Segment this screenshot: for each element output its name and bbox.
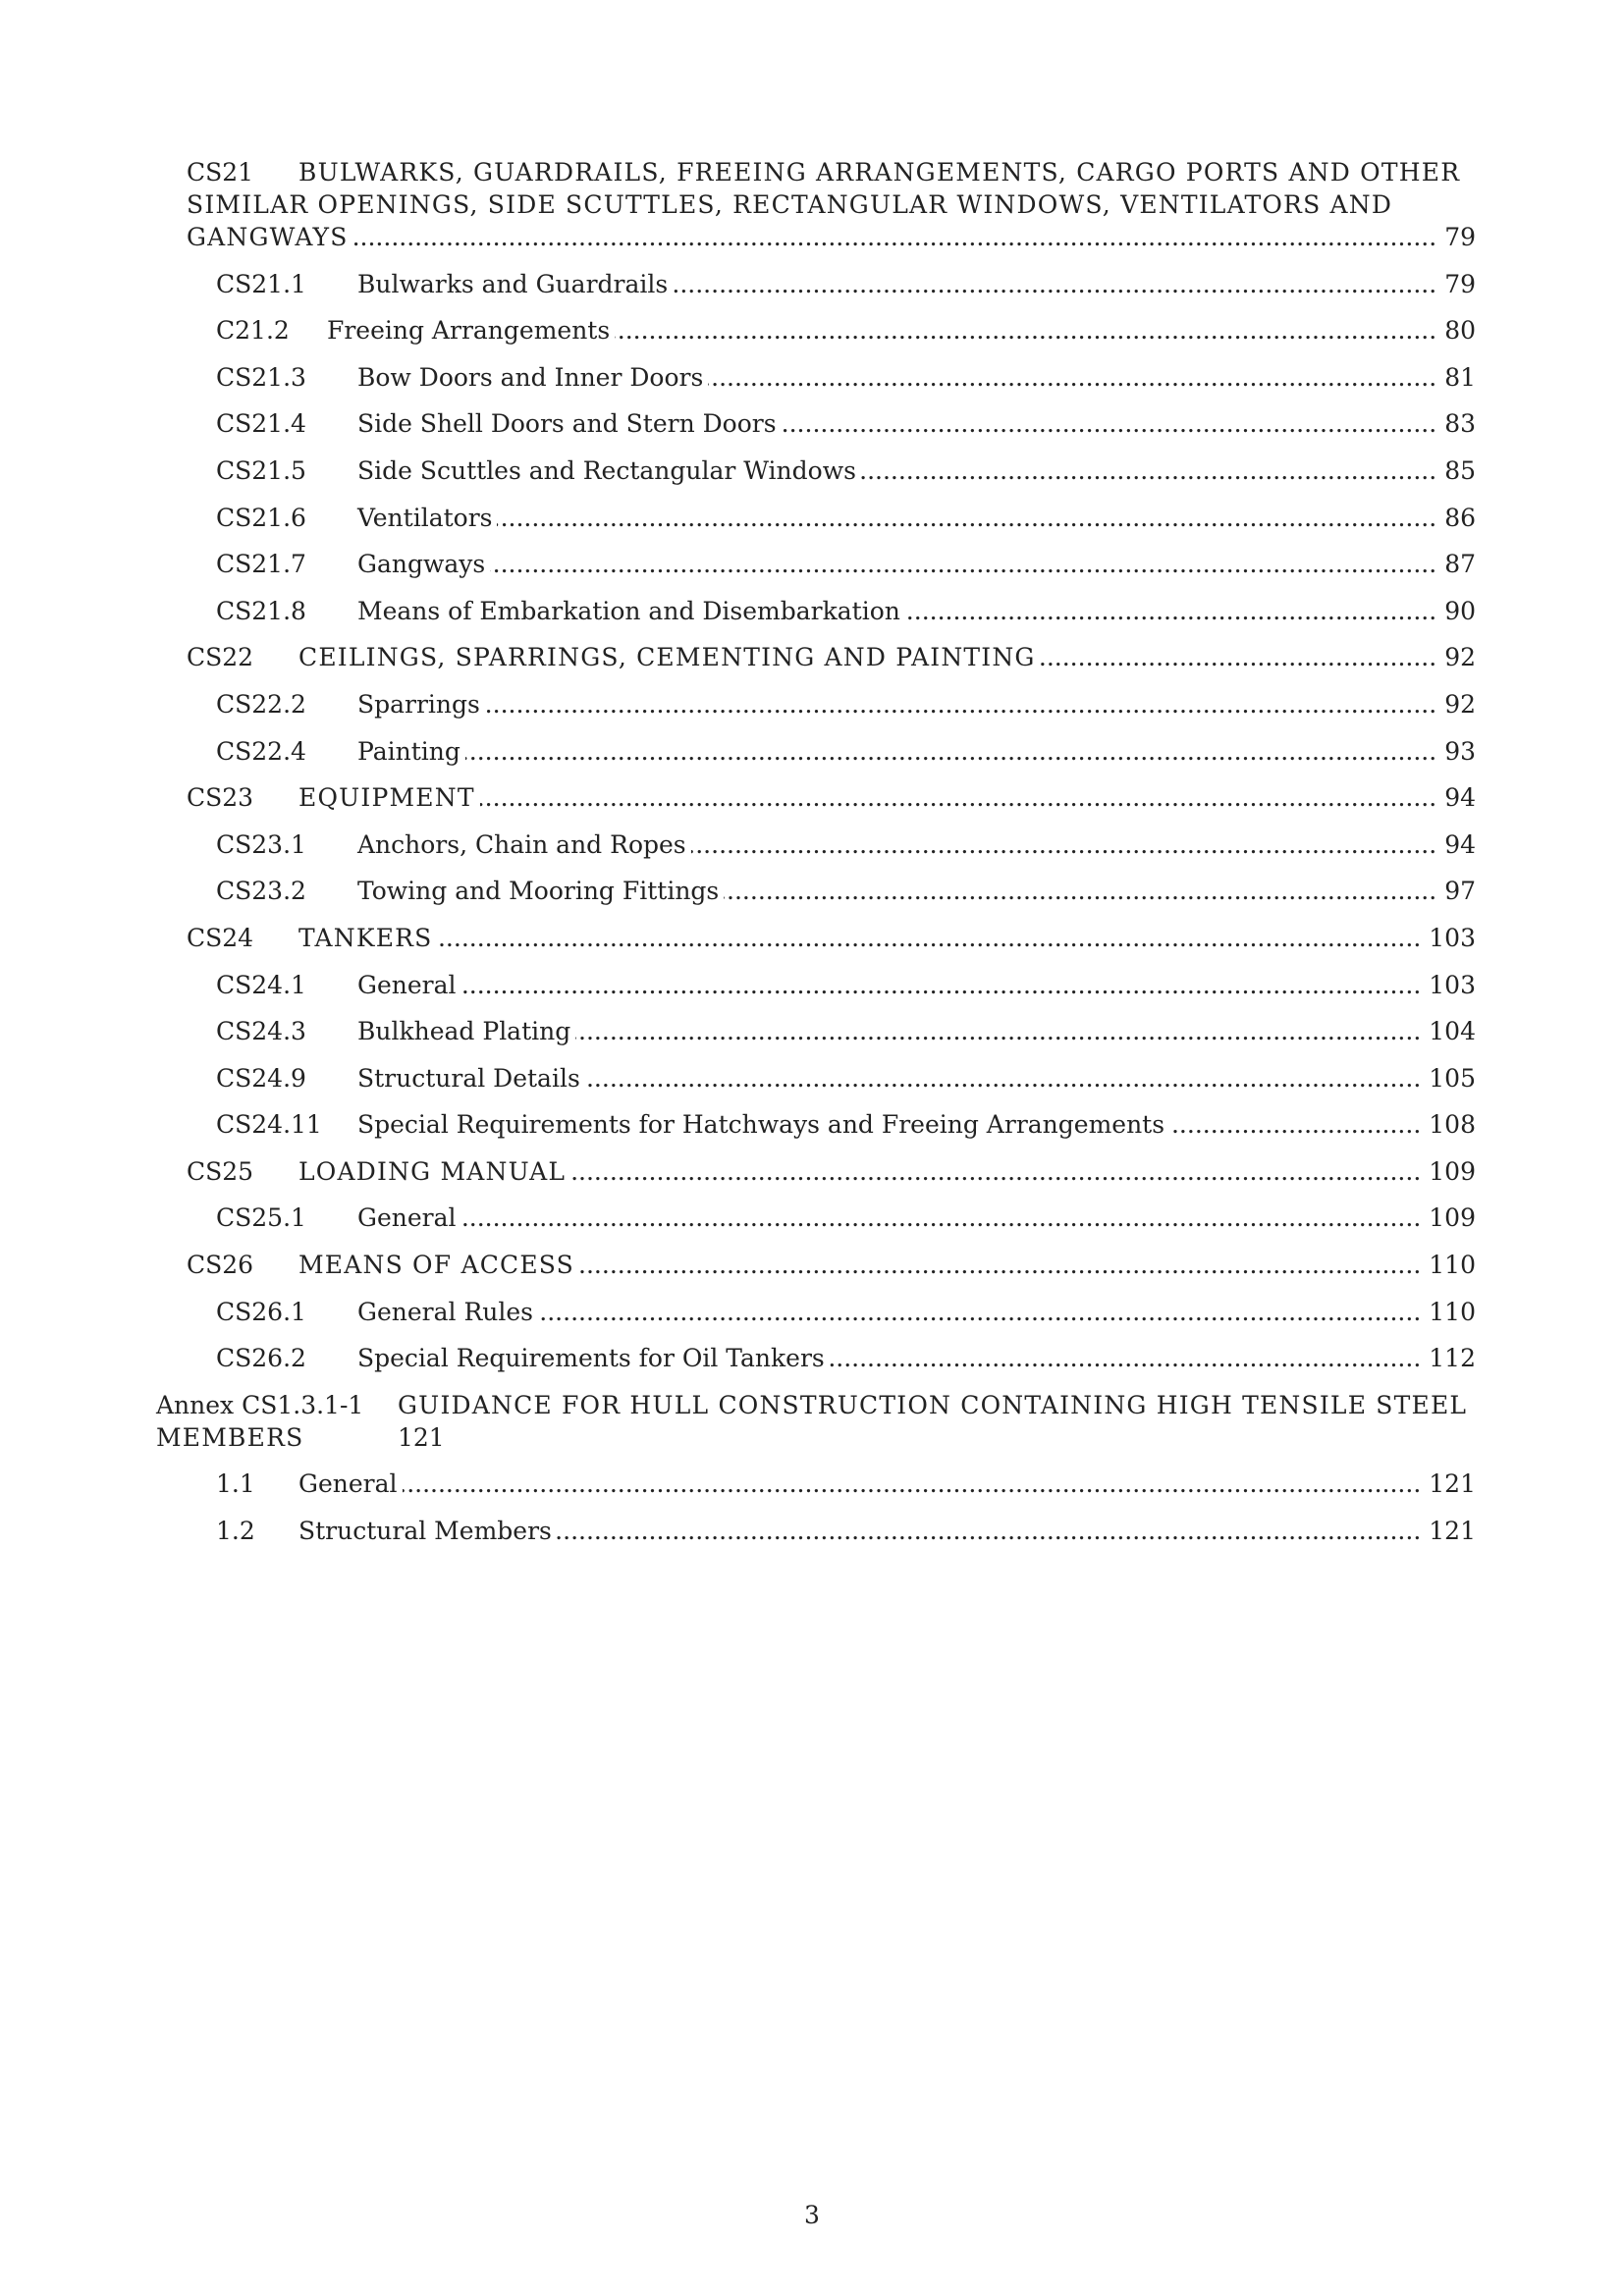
page-ref: 90 — [1444, 596, 1476, 625]
leader-dots — [861, 454, 1436, 487]
toc-line — [0, 641, 1476, 673]
section-title: MEANS OF ACCESS — [298, 1251, 575, 1280]
leader-dots — [570, 1155, 1421, 1188]
leader-dots — [724, 875, 1436, 907]
toc-line — [0, 1342, 1476, 1374]
toc-line — [0, 188, 1476, 221]
section-number: CS25 — [187, 1156, 254, 1186]
section-number: CS26.2 — [216, 1344, 306, 1373]
section-title: Side Shell Doors and Stern Doors — [357, 409, 777, 439]
section-number: CS22.2 — [216, 689, 306, 719]
section-number: CS26 — [187, 1251, 254, 1280]
section-title: CEILINGS, SPARRINGS, CEMENTING AND PAINTING — [298, 643, 1036, 672]
toc-line — [0, 361, 1476, 394]
page-ref: 121 — [398, 1422, 445, 1452]
section-number: CS24.11 — [216, 1110, 322, 1140]
table-of-contents — [0, 156, 1476, 1547]
section-title: Structural Details — [357, 1063, 580, 1093]
section-number: CS23 — [187, 783, 254, 813]
section-title: Ventilators — [357, 503, 493, 532]
section-title-continued: GANGWAYS — [187, 223, 349, 251]
toc-entry-1-2 — [0, 1515, 1476, 1547]
section-number: CS22 — [187, 643, 254, 672]
page-ref: 79 — [1444, 269, 1476, 298]
section-number: CS21.8 — [216, 596, 306, 625]
section-number: CS21.7 — [216, 550, 306, 579]
section-title: Side Scuttles and Rectangular Windows — [357, 455, 856, 485]
toc-entry-cs24-9 — [0, 1062, 1476, 1095]
section-title: Painting — [357, 736, 460, 766]
toc-line — [0, 595, 1476, 627]
leader-dots — [691, 828, 1437, 861]
section-title-continued: SIMILAR OPENINGS, SIDE SCUTTLES, RECTANGULAR WINDOWS, VENTILATORS AND — [187, 190, 1393, 219]
toc-entry-cs24-11 — [0, 1108, 1476, 1141]
leader-dots — [461, 969, 1422, 1001]
page-ref: 110 — [1429, 1251, 1476, 1280]
page-ref: 103 — [1429, 923, 1476, 952]
toc-entry-c21-2 — [0, 314, 1476, 347]
section-number: CS21.1 — [216, 269, 306, 298]
page-ref: 109 — [1429, 1156, 1476, 1186]
page-ref: 121 — [1429, 1469, 1476, 1499]
leader-dots — [480, 781, 1436, 814]
toc-line — [0, 1062, 1476, 1095]
page-ref: 94 — [1444, 783, 1476, 813]
page-ref: 83 — [1444, 409, 1476, 439]
leader-dots — [485, 688, 1436, 721]
section-number: Annex CS1.3.1-1 — [156, 1390, 364, 1419]
section-number: CS24 — [187, 923, 254, 952]
section-number: CS22.4 — [216, 736, 306, 766]
leader-dots — [585, 1062, 1421, 1095]
leader-dots — [708, 361, 1436, 394]
section-number: CS23.2 — [216, 877, 306, 906]
leader-dots — [538, 1296, 1421, 1328]
section-title: EQUIPMENT — [298, 783, 475, 813]
section-title: General Rules — [357, 1297, 534, 1326]
toc-line — [0, 969, 1476, 1001]
toc-entry-cs23 — [0, 781, 1476, 814]
section-title: Special Requirements for Oil Tankers — [357, 1344, 825, 1373]
toc-line — [0, 922, 1476, 954]
leader-dots — [905, 595, 1436, 627]
toc-entry-cs24-3 — [0, 1015, 1476, 1047]
section-number: CS26.1 — [216, 1297, 306, 1326]
section-title: GUIDANCE FOR HULL CONSTRUCTION CONTAINING HIGH TENSILE STEEL — [398, 1390, 1468, 1419]
page-ref: 87 — [1444, 550, 1476, 579]
toc-entry-cs21-7 — [0, 548, 1476, 580]
page-ref: 79 — [1444, 223, 1476, 251]
toc-entry-cs22-4 — [0, 735, 1476, 768]
section-title: Bulkhead Plating — [357, 1017, 571, 1046]
page-ref: 103 — [1429, 970, 1476, 999]
toc-entry-cs21-3 — [0, 361, 1476, 394]
section-title: General — [357, 970, 457, 999]
toc-entry-cs25 — [0, 1155, 1476, 1188]
page-ref: 109 — [1429, 1203, 1476, 1233]
toc-line — [0, 1296, 1476, 1328]
section-title: Towing and Mooring Fittings — [357, 877, 720, 906]
section-number: CS21.5 — [216, 455, 306, 485]
toc-entry-cs21 — [0, 156, 1476, 253]
page-ref: 85 — [1444, 455, 1476, 485]
page-ref: 97 — [1444, 877, 1476, 906]
page-ref: 105 — [1429, 1063, 1476, 1093]
page-ref: 93 — [1444, 736, 1476, 766]
section-number: C21.2 — [216, 316, 290, 346]
section-title: LOADING MANUAL — [298, 1156, 567, 1186]
page-ref: 104 — [1429, 1017, 1476, 1046]
toc-entry-cs22 — [0, 641, 1476, 673]
page-ref: 92 — [1444, 643, 1476, 672]
page-ref: 110 — [1429, 1297, 1476, 1326]
toc-line — [0, 875, 1476, 907]
section-number: CS21 — [187, 158, 254, 187]
toc-entry-1-1 — [0, 1468, 1476, 1500]
section-title-continued: MEMBERS — [156, 1422, 304, 1452]
toc-line — [0, 735, 1476, 768]
toc-entry-cs26-2 — [0, 1342, 1476, 1374]
leader-dots — [465, 735, 1436, 768]
toc-entry-cs21-5 — [0, 454, 1476, 487]
leader-dots — [461, 1201, 1422, 1234]
section-number: CS24.1 — [216, 970, 306, 999]
toc-entry-annex — [0, 1389, 1476, 1454]
section-number: CS21.6 — [216, 503, 306, 532]
page-number: 3 — [804, 2201, 820, 2229]
page-ref: 86 — [1444, 503, 1476, 532]
toc-entry-cs26 — [0, 1249, 1476, 1281]
toc-line — [0, 454, 1476, 487]
page-ref: 121 — [1429, 1517, 1476, 1546]
toc-entry-cs23-1 — [0, 828, 1476, 861]
toc-line — [0, 502, 1476, 534]
section-number: CS21.3 — [216, 362, 306, 392]
leader-dots — [830, 1342, 1422, 1374]
leader-dots — [557, 1515, 1421, 1547]
toc-entry-cs22-2 — [0, 688, 1476, 721]
section-title: Freeing Arrangements — [327, 316, 611, 346]
toc-line — [0, 828, 1476, 861]
section-number: CS21.4 — [216, 409, 306, 439]
toc-line — [0, 1468, 1476, 1500]
leader-dots — [575, 1015, 1421, 1047]
leader-dots — [353, 221, 1437, 253]
page-ref: 94 — [1444, 829, 1476, 859]
section-title: Sparrings — [357, 689, 480, 719]
section-title: TANKERS — [298, 923, 433, 952]
toc-entry-cs21-8 — [0, 595, 1476, 627]
section-number: CS24.9 — [216, 1063, 306, 1093]
toc-line — [0, 548, 1476, 580]
toc-line — [0, 781, 1476, 814]
leader-dots — [615, 314, 1436, 347]
toc-line — [0, 156, 1476, 188]
page-ref: 81 — [1444, 362, 1476, 392]
toc-entry-cs23-2 — [0, 875, 1476, 907]
leader-dots — [438, 922, 1422, 954]
leader-dots — [673, 268, 1436, 300]
toc-line — [0, 1155, 1476, 1188]
section-title: Bulwarks and Guardrails — [357, 269, 669, 298]
section-number: 1.1 — [216, 1469, 255, 1499]
section-number: CS24.3 — [216, 1017, 306, 1046]
toc-entry-cs21-1 — [0, 268, 1476, 300]
toc-entry-cs21-6 — [0, 502, 1476, 534]
section-title: Special Requirements for Hatchways and Freeing Arrangements — [357, 1110, 1165, 1140]
toc-entry-cs25-1 — [0, 1201, 1476, 1234]
section-title: General — [357, 1203, 457, 1233]
section-title: Gangways — [357, 550, 486, 579]
section-title: Anchors, Chain and Ropes — [357, 829, 686, 859]
toc-line — [0, 1421, 1476, 1454]
toc-line — [0, 1201, 1476, 1234]
toc-line — [0, 1515, 1476, 1547]
toc-line — [0, 314, 1476, 347]
toc-line — [0, 688, 1476, 721]
page-ref: 112 — [1429, 1344, 1476, 1373]
toc-entry-cs26-1 — [0, 1296, 1476, 1328]
section-title: Bow Doors and Inner Doors — [357, 362, 704, 392]
leader-dots — [579, 1249, 1421, 1281]
toc-entry-cs21-4 — [0, 407, 1476, 440]
toc-line — [0, 1015, 1476, 1047]
toc-entry-cs24 — [0, 922, 1476, 954]
section-number: CS23.1 — [216, 829, 306, 859]
toc-line — [0, 1108, 1476, 1141]
section-title: BULWARKS, GUARDRAILS, FREEING ARRANGEMENTS, CARGO PORTS AND OTHER — [298, 158, 1461, 187]
leader-dots — [403, 1468, 1422, 1500]
leader-dots — [782, 407, 1437, 440]
section-number: CS25.1 — [216, 1203, 306, 1233]
toc-line — [0, 268, 1476, 300]
section-title: Structural Members — [298, 1517, 552, 1546]
page-ref: 108 — [1429, 1110, 1476, 1140]
toc-line — [0, 407, 1476, 440]
toc-entry-cs24-1 — [0, 969, 1476, 1001]
leader-dots — [490, 548, 1436, 580]
page-ref: 80 — [1444, 316, 1476, 346]
page-ref: 92 — [1444, 689, 1476, 719]
toc-line — [0, 1249, 1476, 1281]
toc-line — [0, 221, 1476, 253]
toc-line — [0, 1389, 1476, 1421]
leader-dots — [1041, 641, 1437, 673]
section-title: General — [298, 1469, 398, 1499]
section-number: 1.2 — [216, 1517, 255, 1546]
leader-dots — [497, 502, 1436, 534]
section-title: Means of Embarkation and Disembarkation — [357, 596, 900, 625]
leader-dots — [1169, 1108, 1421, 1141]
